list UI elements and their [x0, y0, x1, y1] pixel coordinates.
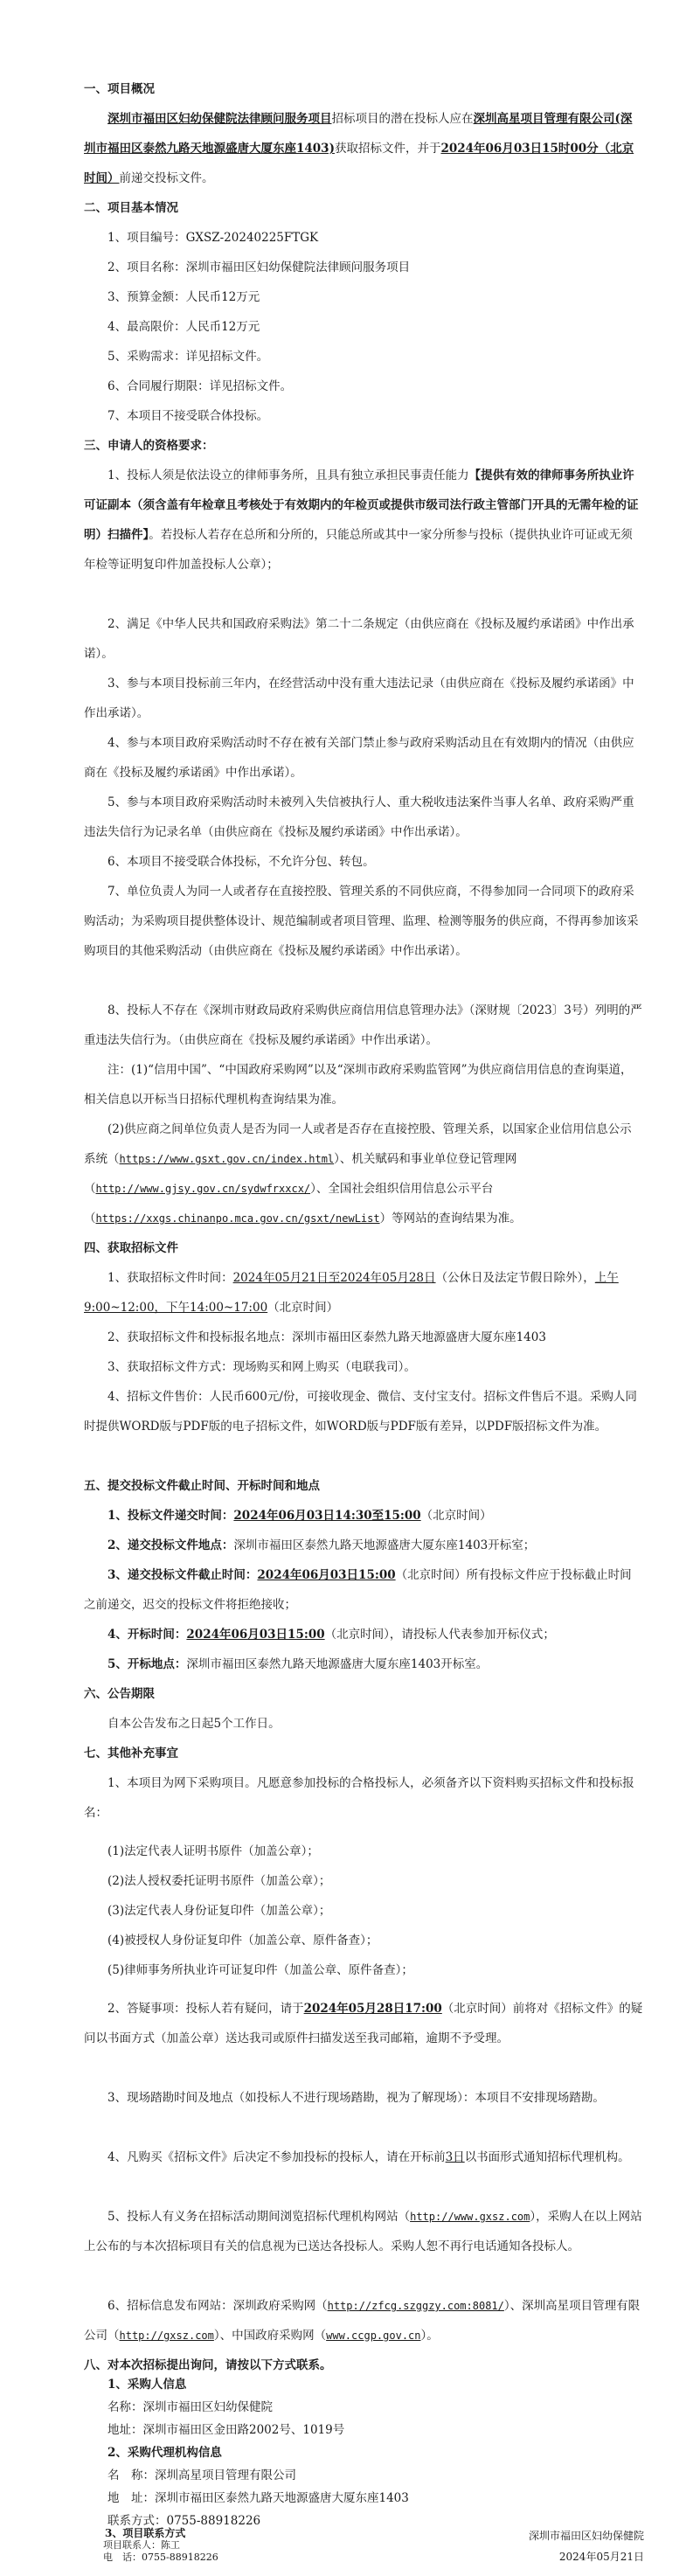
site-visit-item: 3、现场踏勘时间及地点（如投标人不进行现场踏勘，视为了解现场）：本项目不安排现场踏勘。	[107, 2091, 605, 2105]
purchaser-address: 地址：深圳市福田区金田路2002号、1019号	[107, 2423, 345, 2437]
required-doc-item: (3)法定代表人身份证复印件（加盖公章）；	[107, 1904, 331, 1918]
website-duty-item: 5、投标人有义务在招标活动期间浏览招标代理机构网站（http://www.gxsz.com），采购人在以上网站上公布的与本次招标项目有关的信息视为已送达各投标人。采购人恕不再行电话通知各投标人。	[84, 2210, 642, 2253]
withdraw-notice-item: 4、凡购买《招标文件》后决定不参加投标的投标人，请在开标前3日以书面形式通知招标代理机构。	[107, 2150, 630, 2164]
signature-date: 2024年05月21日	[558, 2551, 644, 2563]
section-1-paragraph: 深圳市福田区妇幼保健院法律顾问服务项目招标项目的潜在投标人应在深圳高星项目管理有限公司(深圳市福田区泰然九路天地源盛唐大厦东座1403)获取招标文件，并于2024年06月03日15时00分（北京时间）前递交投标文件。	[84, 112, 634, 185]
basic-info-item: 4、最高限价：人民币12万元	[107, 320, 260, 334]
szggzy-link[interactable]: http://zfcg.szggzy.com:8081/	[327, 2300, 504, 2312]
qualification-item: 3、参与本项目投标前三年内，在经营活动中没有重大违法记录（由供应商在《投标及履约承诺函》中作出承诺）。	[84, 677, 634, 720]
agency-phone: 联系方式：0755-88918226	[107, 2514, 261, 2528]
agency-info-title: 2、采购代理机构信息	[107, 2446, 222, 2460]
ccgp-link[interactable]: www.ccgp.gov.cn	[326, 2330, 421, 2342]
basic-info-item: 5、采购需求：详见招标文件。	[107, 350, 269, 364]
section-1-title: 一、项目概况	[84, 82, 155, 96]
project-name-highlight: 深圳市福田区妇幼保健院法律顾问服务项目	[107, 112, 332, 126]
notice-period-text: 自本公告发布之日起5个工作日。	[107, 1717, 281, 1731]
gjsy-link[interactable]: http://www.gjsy.gov.cn/sydwfrxxcx/	[95, 1183, 311, 1195]
qualification-note: (2)供应商之间单位负责人是否为同一人或者是否存在直接控股、管理关系，以国家企业信用信息公示系统（https://www.gsxt.gov.cn/index.html）、机关赋码和事业单位登记管理网（http://www.gjsy.gov.cn/sydwfrxxcx/）、全国社会组织信用信息公示平台（https://xxgs.chinanpo.mca.gov.cn/gsxt/newList）等网站的查询结果为准。	[84, 1122, 632, 1226]
chinanpo-link[interactable]: https://xxgs.chinanpo.mca.gov.cn/gsxt/newList	[95, 1212, 380, 1225]
obtain-place-item: 2、获取招标文件和投标报名地点：深圳市福田区泰然九路天地源盛唐大厦东座1403	[107, 1330, 546, 1344]
basic-info-item: 2、项目名称：深圳市福田区妇幼保健院法律顾问服务项目	[107, 260, 411, 274]
basic-info-item: 1、项目编号：GXSZ-20240225FTGK	[107, 231, 319, 245]
purchaser-info-title: 1、采购人信息	[107, 2378, 187, 2392]
purchaser-name: 名称：深圳市福田区妇幼保健院	[107, 2400, 273, 2414]
section-3-title: 三、申请人的资格要求：	[84, 439, 214, 453]
agency-highlight: 深圳高星项目管理有限公司(深圳市福田区泰然九路天地源盛唐大厦东座1403)	[84, 112, 633, 156]
required-doc-item: (5)律师事务所执业许可证复印件（加盖公章、原件备查）；	[107, 1963, 413, 1977]
submission-time-item: 1、投标文件递交时间：2024年06月03日14:30至15:00（北京时间）	[107, 1509, 492, 1523]
required-doc-item: (1)法定代表人证明书原件（加盖公章）；	[107, 1844, 319, 1858]
qualification-note: 注：(1)“信用中国”、“中国政府采购网”以及“深圳市政府采购监管网”为供应商信用信息的查询渠道，相关信息以开标当日招标代理机构查询结果为准。	[84, 1063, 633, 1107]
deadline-highlight: 2024年06月03日15时00分（北京时间）	[84, 142, 634, 185]
offline-purchase-item: 1、本项目为网下采购项目。凡愿意参加投标的合格投标人，必须备齐以下资料购买招标文件和投标报名：	[84, 1776, 634, 1820]
section-7-title: 七、其他补充事宜	[84, 1746, 178, 1760]
agency-website-link[interactable]: http://www.gxsz.com	[410, 2211, 530, 2223]
section-5-title: 五、提交投标文件截止时间、开标时间和地点	[84, 1479, 320, 1493]
contact-phone: 电 话：0755-88918226	[103, 2552, 218, 2563]
signature-org: 深圳市福田区妇幼保健院	[528, 2530, 644, 2542]
qa-item: 2、答疑事项：投标人若有疑问，请于2024年05月28日17:00（北京时间）前将对《招标文件》的疑问以书面方式（加盖公章）送达我司或原件扫描发送至我司邮箱，逾期不予受理。	[84, 2002, 643, 2045]
contact-title: 3、项目联系方式	[105, 2527, 186, 2539]
obtain-time-item: 1、获取招标文件时间：2024年05月21日至2024年05月28日（公休日及法定节假日除外），上午9:00~12:00，下午14:00~17:00（北京时间）	[84, 1271, 619, 1315]
required-doc-item: (2)法人授权委托证明书原件（加盖公章）；	[107, 1874, 331, 1888]
agency-name: 名 称：深圳高星项目管理有限公司	[107, 2468, 296, 2482]
gsxt-link[interactable]: https://www.gsxt.gov.cn/index.html	[119, 1153, 335, 1165]
publish-sites-item: 6、招标信息发布网站：深圳政府采购网（http://zfcg.szggzy.com:8081/）、深圳高星项目管理有限公司（http://gxsz.com）、中国政府采购网（www.ccgp.gov.cn）。	[84, 2299, 641, 2343]
qualification-item: 7、单位负责人为同一人或者存在直接控股、管理关系的不同供应商，不得参加同一合同项下的政府采购活动；为采购项目提供整体设计、规范编制或者项目管理、监理、检测等服务的供应商，不得再参加该采购项目的其他采购活动（由供应商在《投标及履约承诺函》中作出承诺）。	[84, 885, 639, 958]
opening-time-item: 4、开标时间：2024年06月03日15:00（北京时间），请投标人代表参加开标仪式；	[107, 1628, 555, 1642]
qualification-item: 8、投标人不存在《深圳市财政局政府采购供应商信用信息管理办法》（深财规〔2023〕3号）列明的严重违法失信行为。（由供应商在《投标及履约承诺函》中作出承诺）。	[84, 1003, 642, 1047]
submission-place-item: 2、递交投标文件地点：深圳市福田区泰然九路天地源盛唐大厦东座1403开标室；	[107, 1538, 536, 1552]
document-price-item: 4、招标文件售价：人民币600元/份，可接收现金、微信、支付宝支付。招标文件售后不退。采购人同时提供WORD版与PDF版的电子招标文件，如WORD版与PDF版有差异，以PDF版招标文件为准。	[84, 1390, 637, 1434]
basic-info-item: 7、本项目不接受联合体投标。	[107, 409, 269, 423]
basic-info-item: 6、合同履行期限：详见招标文件。	[107, 379, 293, 393]
submission-deadline-item: 3、递交投标文件截止时间：2024年06月03日15:00（北京时间）所有投标文件应于投标截止时间之前递交，迟交的投标文件将拒绝接收；	[84, 1568, 632, 1612]
section-2-title: 二、项目基本情况	[84, 201, 178, 215]
qualification-item: 5、参与本项目政府采购活动时未被列入失信被执行人、重大税收违法案件当事人名单、政府采购严重违法失信行为记录名单（由供应商在《投标及履约承诺函》中作出承诺）。	[84, 795, 634, 839]
qualification-item: 1、投标人须是依法设立的律师事务所，且具有独立承担民事责任能力【提供有效的律师事务所执业许可证副本（须含盖有年检章且考核处于有效期内的年检页或提供市级司法行政主管部门开具的无需年检的证明）扫描件】。若投标人若存在总所和分所的，只能总所或其中一家分所参与投标（提供执业许可证或无须年检等证明复印件加盖投标人公章）；	[84, 469, 639, 572]
gxsz-link[interactable]: http://gxsz.com	[119, 2330, 214, 2342]
obtain-method-item: 3、获取招标文件方式：现场购买和网上购买（电联我司）。	[107, 1360, 416, 1374]
opening-place-item: 5、开标地点：深圳市福田区泰然九路天地源盛唐大厦东座1403开标室。	[107, 1657, 489, 1671]
section-8-title: 八、对本次招标提出询问，请按以下方式联系。	[84, 2358, 332, 2372]
basic-info-item: 3、预算金额：人民币12万元	[107, 290, 260, 304]
qualification-item: 6、本项目不接受联合体投标，不允许分包、转包。	[107, 855, 375, 869]
qualification-item: 2、满足《中华人民共和国政府采购法》第二十二条规定（由供应商在《投标及履约承诺函》中作出承诺）。	[84, 617, 634, 661]
section-6-title: 六、公告期限	[84, 1687, 155, 1701]
required-doc-item: (4)被授权人身份证复印件（加盖公章、原件备查）；	[107, 1934, 378, 1948]
contact-person: 项目联系人：陈工	[103, 2539, 180, 2551]
section-4-title: 四、获取招标文件	[84, 1241, 178, 1255]
qualification-item: 4、参与本项目政府采购活动时不存在被有关部门禁止参与政府采购活动且在有效期内的情况（由供应商在《投标及履约承诺函》中作出承诺）。	[84, 736, 634, 780]
agency-address: 地 址：深圳市福田区泰然九路天地源盛唐大厦东座1403	[107, 2491, 409, 2505]
